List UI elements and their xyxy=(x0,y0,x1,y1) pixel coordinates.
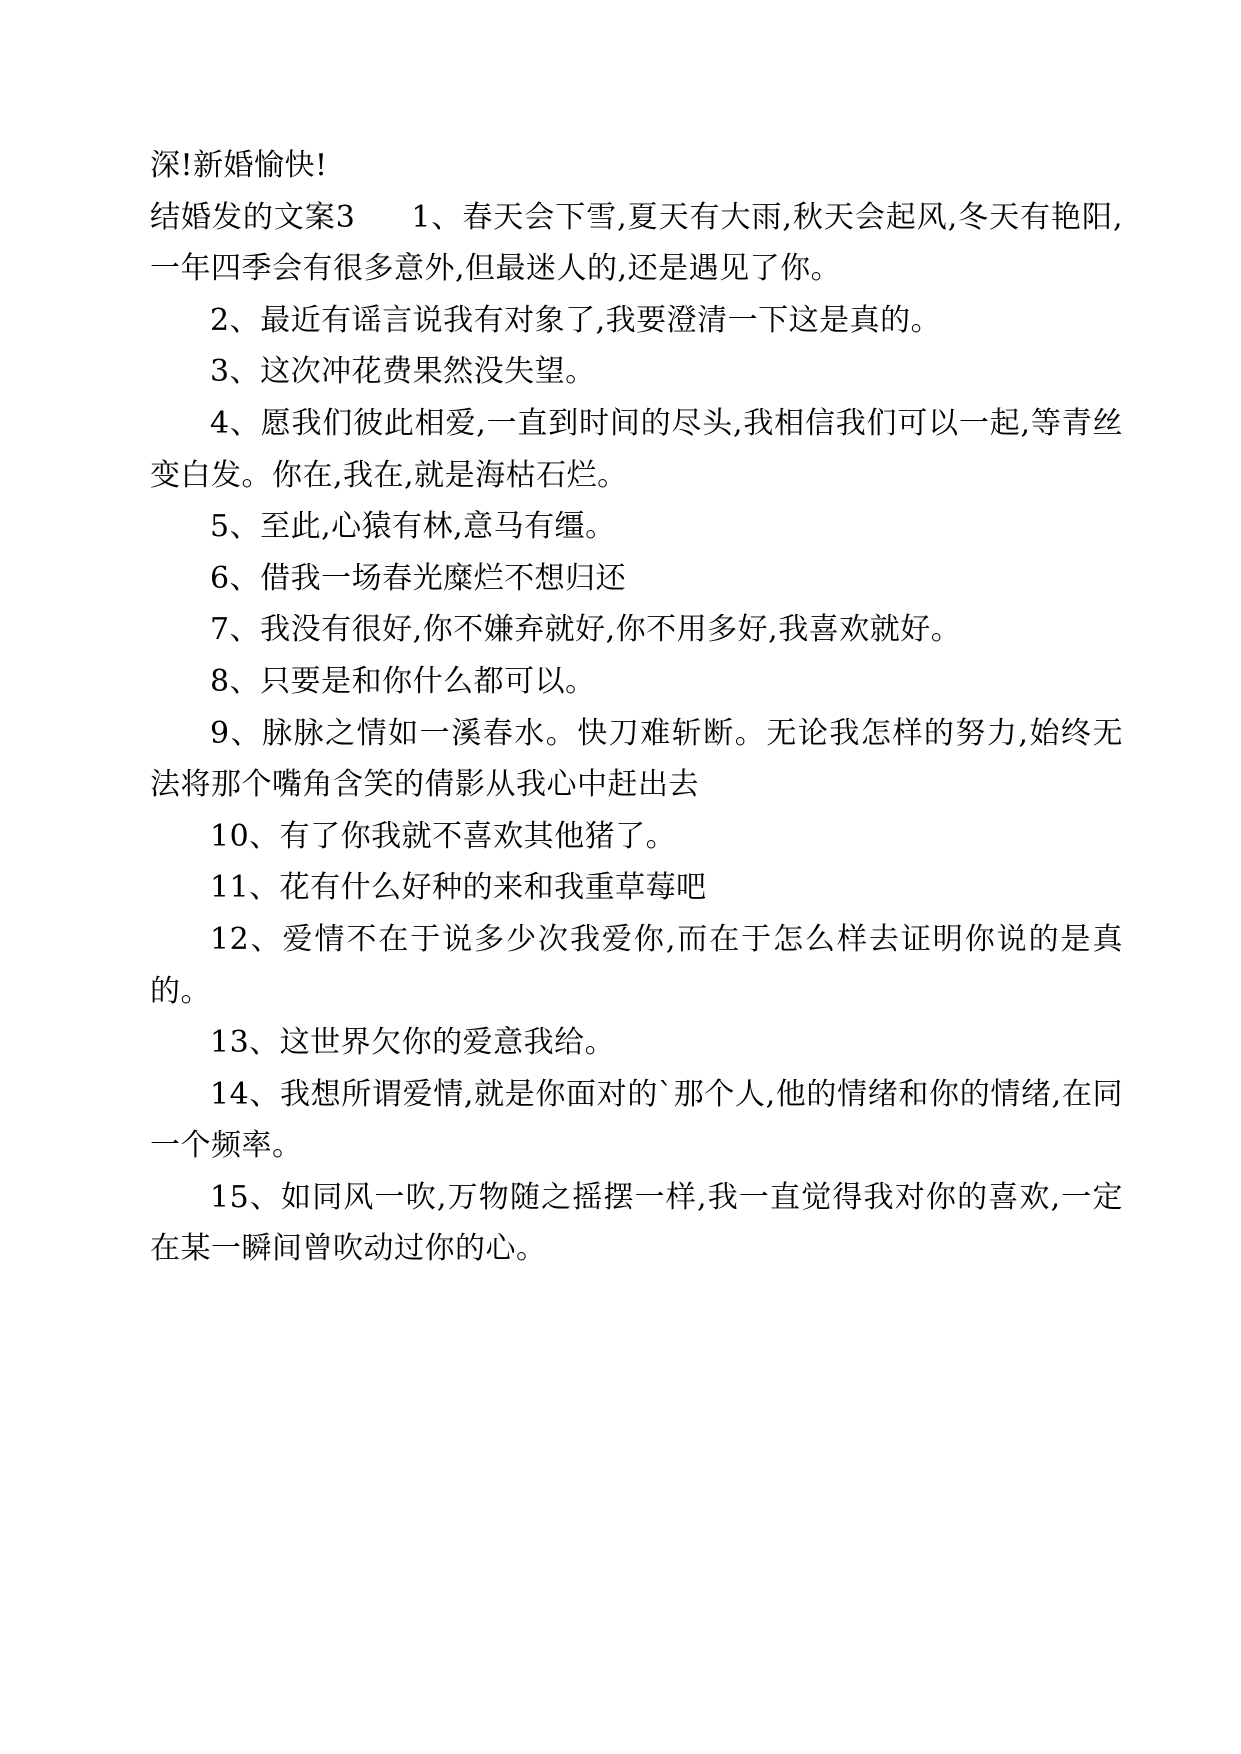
paragraph-text: 15、如同风一吹,万物随之摇摆一样,我一直觉得我对你的喜欢,一定在某一瞬间曾吹动过你的心。 xyxy=(150,1179,1123,1267)
paragraph-text: 13、这世界欠你的爱意我给。 xyxy=(210,1025,616,1061)
document-body xyxy=(150,140,1123,1275)
list-item xyxy=(150,398,1123,501)
list-item xyxy=(150,708,1123,811)
list-item xyxy=(150,604,1123,656)
list-item xyxy=(150,553,1123,605)
list-item xyxy=(150,656,1123,708)
paragraph-text: 14、我想所谓爱情,就是你面对的`那个人,他的情绪和你的情绪,在同一个频率。 xyxy=(150,1076,1123,1164)
paragraph-text: 6、借我一场春光糜烂不想归还 xyxy=(210,560,627,596)
list-item xyxy=(150,811,1123,863)
paragraph-text: 深!新婚愉快! xyxy=(150,148,328,183)
list-item xyxy=(150,295,1123,347)
paragraph-continued xyxy=(150,140,1123,192)
paragraph-text: 11、花有什么好种的来和我重草莓吧 xyxy=(210,870,707,906)
list-item xyxy=(150,1017,1123,1069)
paragraph-text: 4、愿我们彼此相爱,一直到时间的尽头,我相信我们可以一起,等青丝变白发。你在,我在,就是海枯石烂。 xyxy=(150,405,1123,493)
paragraph-text: 3、这次冲花费果然没失望。 xyxy=(210,354,596,390)
paragraph-text: 10、有了你我就不喜欢其他猪了。 xyxy=(210,818,677,854)
list-item xyxy=(150,501,1123,553)
section-title: 结婚发的文案3 xyxy=(150,199,356,235)
paragraph-text: 7、我没有很好,你不嫌弃就好,你不用多好,我喜欢就好。 xyxy=(210,612,962,648)
list-item xyxy=(150,1172,1123,1275)
list-item xyxy=(150,914,1123,1017)
paragraph-text: 5、至此,心猿有林,意马有缰。 xyxy=(210,509,616,545)
paragraph-text: 1、春天会下雪,夏天有大雨,秋天会起风,冬天有艳阳,一年四季会有很多意外,但最迷人的,还是遇见了你。 xyxy=(150,199,1124,287)
section-heading-paragraph xyxy=(150,192,1123,295)
paragraph-text: 12、爱情不在于说多少次我爱你,而在于怎么样去证明你说的是真的。 xyxy=(150,921,1123,1009)
list-item xyxy=(150,1069,1123,1172)
paragraph-text: 8、只要是和你什么都可以。 xyxy=(210,663,596,699)
list-item xyxy=(150,862,1123,914)
paragraph-text: 9、脉脉之情如一溪春水。快刀难斩断。无论我怎样的努力,始终无法将那个嘴角含笑的倩影从我心中赶出去 xyxy=(150,715,1123,803)
paragraph-text: 2、最近有谣言说我有对象了,我要澄清一下这是真的。 xyxy=(210,302,942,338)
list-item xyxy=(150,346,1123,398)
